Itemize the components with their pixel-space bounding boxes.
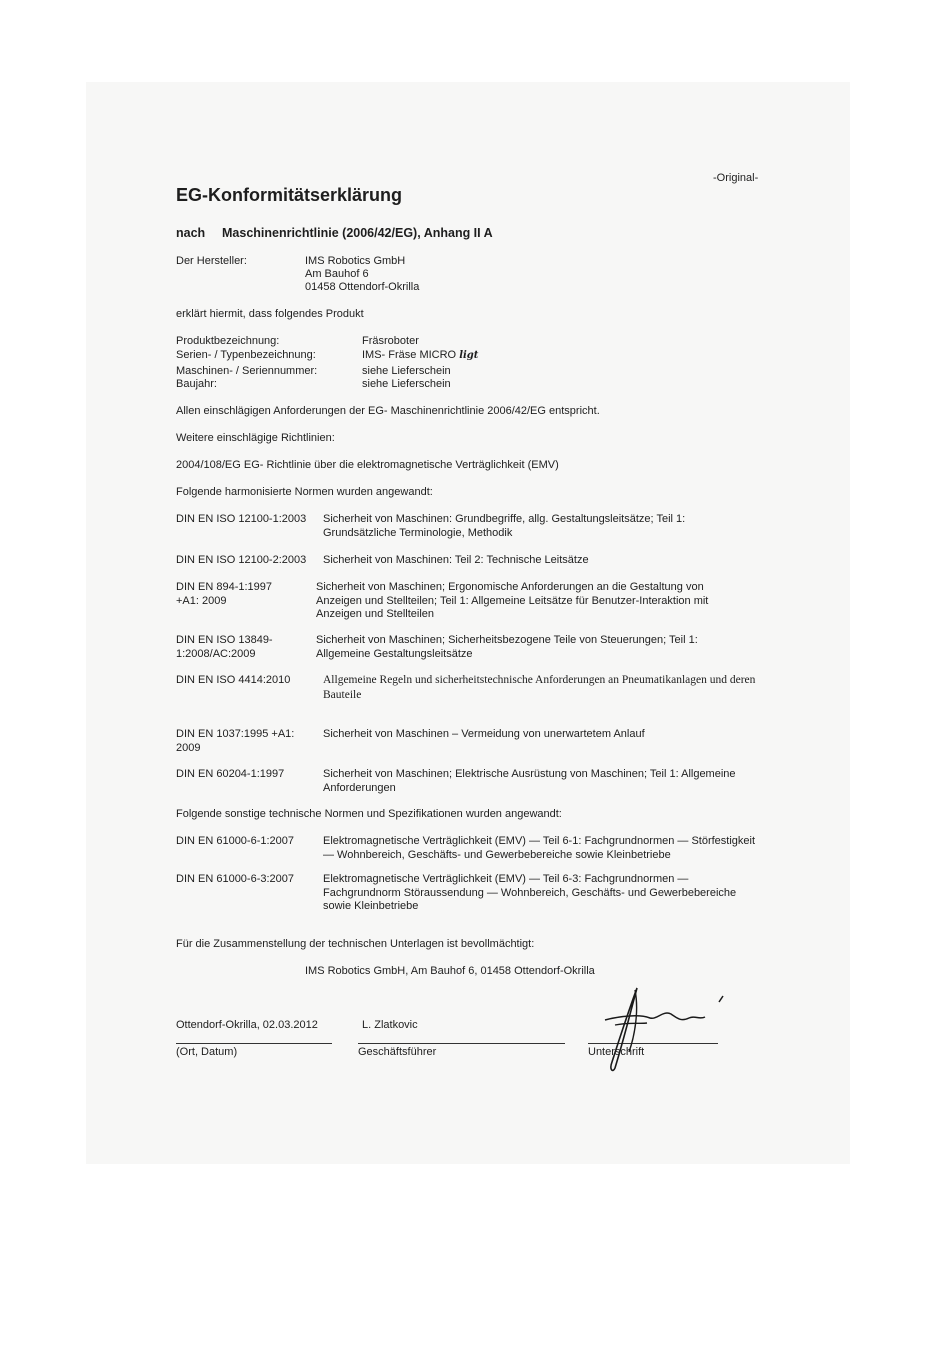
product-label: Serien- / Typenbezeichnung:: [176, 349, 316, 361]
subtitle: Maschinenrichtlinie (2006/42/EG), Anhang II A: [222, 226, 493, 240]
norm-code: DIN EN 1037:1995 +A1: 2009: [176, 728, 295, 754]
product-value: Fräsroboter: [362, 335, 419, 347]
document-title: EG-Konformitätserklärung: [176, 185, 403, 205]
role-line: [358, 1043, 565, 1044]
product-suffix-handwritten: ligt: [459, 350, 479, 361]
product-label: Baujahr:: [176, 378, 217, 390]
emv-directive: 2004/108/EG EG- Richtlinie über die elektromagnetische Verträglichkeit (EMV): [176, 459, 559, 471]
norm-code: DIN EN 894-1:1997 +A1: 2009: [176, 581, 272, 607]
declaration-intro: erklärt hiermit, dass folgendes Produkt: [176, 308, 364, 320]
role-caption: Geschäftsführer: [358, 1046, 437, 1058]
norm-code: DIN EN ISO 4414:2010: [176, 674, 291, 686]
norm-description: Sicherheit von Maschinen: Grundbegriffe, allg. Gestaltungsleitsätze; Teil 1: Grundsätzliche Terminologie, Methodik: [323, 513, 686, 539]
norm-description: Allgemeine Regeln und sicherheitstechnische Anforderungen an Pneumatikanlagen und deren Bauteile: [323, 674, 756, 701]
original-mark: -Original-: [713, 172, 759, 184]
place-date-caption: (Ort, Datum): [176, 1046, 238, 1058]
manufacturer-city: 01458 Ottendorf-Okrilla: [305, 281, 420, 293]
norm-code: DIN EN 61000-6-3:2007: [176, 873, 295, 885]
product-value: siehe Lieferschein: [362, 365, 451, 377]
product-value: [362, 349, 478, 363]
place-date: Ottendorf-Okrilla, 02.03.2012: [176, 1019, 318, 1031]
authorized-address: IMS Robotics GmbH, Am Bauhof 6, 01458 Ottendorf-Okrilla: [305, 965, 595, 977]
norm-description: Sicherheit von Maschinen; Sicherheitsbezogene Teile von Steuerungen; Teil 1: Allgemeine Gestaltungsleitsätze: [316, 634, 698, 660]
handwritten-signature: [585, 980, 735, 1075]
norm-code: DIN EN ISO 13849-1:2008/AC:2009: [176, 634, 273, 660]
authorized-label: Für die Zusammenstellung der technischen Unterlagen ist bevollmächtigt:: [176, 938, 535, 950]
norm-description: Sicherheit von Maschinen; Elektrische Ausrüstung von Maschinen; Teil 1: Allgemeine Anforderungen: [323, 768, 736, 794]
product-value: siehe Lieferschein: [362, 378, 451, 390]
norm-code: DIN EN ISO 12100-1:2003: [176, 513, 307, 525]
manufacturer-label: Der Hersteller:: [176, 255, 247, 267]
subtitle-prefix: nach: [176, 226, 206, 240]
norm-code: DIN EN 61000-6-1:2007: [176, 835, 295, 847]
norm-description: Sicherheit von Maschinen – Vermeidung von unerwartetem Anlauf: [323, 728, 645, 740]
further-directives-label: Weitere einschlägige Richtlinien:: [176, 432, 335, 444]
harmonized-label: Folgende harmonisierte Normen wurden angewandt:: [176, 486, 433, 498]
product-label: Produktbezeichnung:: [176, 335, 280, 347]
scanned-page: [86, 82, 850, 1164]
norm-code: DIN EN ISO 12100-2:2003: [176, 554, 307, 566]
product-value-text: IMS- Fräse MICRO: [362, 349, 457, 361]
signer-name: L. Zlatkovic: [362, 1019, 418, 1031]
norm-code: DIN EN 60204-1:1997: [176, 768, 285, 780]
product-label: Maschinen- / Seriennummer:: [176, 365, 318, 377]
norm-description: Elektromagnetische Verträglichkeit (EMV) — Teil 6-1: Fachgrundnormen — Störfestigkeit — Wohnbereich, Geschäfts- und Gewerbebereiche sowie Kleinbetriebe: [323, 835, 756, 861]
place-date-line: [176, 1043, 332, 1044]
other-norms-label: Folgende sonstige technische Normen und Spezifikationen wurden angewandt:: [176, 808, 562, 820]
norm-description: Elektromagnetische Verträglichkeit (EMV) — Teil 6-3: Fachgrundnormen — Fachgrundnorm Störaussendung — Wohnbereich, Geschäfts- und Gewerbebereiche sowie Kleinbetriebe: [323, 873, 737, 912]
signature-caption: Unterschrift: [588, 1046, 645, 1058]
conformity-statement: Allen einschlägigen Anforderungen der EG- Maschinenrichtlinie 2006/42/EG entspricht.: [176, 405, 600, 417]
norm-description: Sicherheit von Maschinen; Ergonomische Anforderungen an die Gestaltung von Anzeigen und Stellteilen; Teil 1: Allgemeine Leitsätze für Benutzer-Interaktion mit Anzeigen und Stellteilen: [316, 581, 709, 620]
manufacturer-street: Am Bauhof 6: [305, 268, 369, 280]
norm-description: Sicherheit von Maschinen: Teil 2: Technische Leitsätze: [323, 554, 589, 566]
manufacturer-name: IMS Robotics GmbH: [305, 255, 406, 267]
